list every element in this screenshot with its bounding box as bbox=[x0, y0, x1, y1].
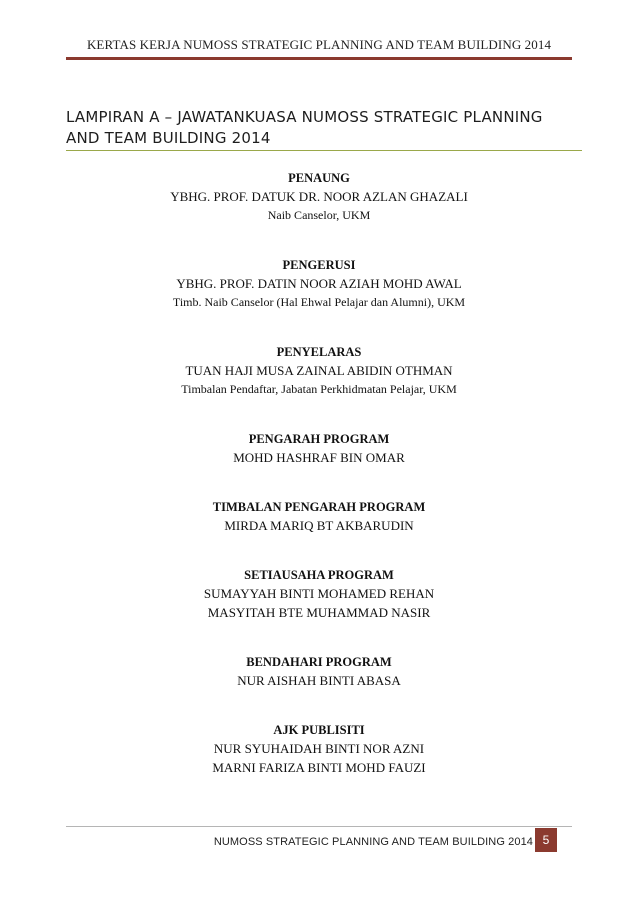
member-name: MOHD HASHRAF BIN OMAR bbox=[233, 450, 405, 465]
page-header: KERTAS KERJA NUMOSS STRATEGIC PLANNING AND TEAM BUILDING 2014 bbox=[86, 37, 552, 52]
group-timbalan-pengarah bbox=[66, 499, 572, 535]
group-title: BENDAHARI PROGRAM bbox=[246, 655, 392, 669]
member-name: MASYITAH BTE MUHAMMAD NASIR bbox=[207, 605, 431, 620]
group-title: SETIAUSAHA PROGRAM bbox=[244, 568, 394, 582]
member-name: YBHG. PROF. DATUK DR. NOOR AZLAN GHAZALI bbox=[170, 189, 468, 204]
footer-rule bbox=[66, 826, 572, 827]
group-publisiti bbox=[66, 722, 572, 777]
member-name: SUMAYYAH BINTI MOHAMED REHAN bbox=[203, 586, 435, 601]
member-name: YBHG. PROF. DATIN NOOR AZIAH MOHD AWAL bbox=[176, 276, 462, 291]
group-title: PENGARAH PROGRAM bbox=[248, 432, 390, 446]
member-name: MARNI FARIZA BINTI MOHD FAUZI bbox=[212, 760, 426, 775]
member-name: NUR SYUHAIDAH BINTI NOR AZNI bbox=[213, 741, 425, 756]
member-name: TUAN HAJI MUSA ZAINAL ABIDIN OTHMAN bbox=[185, 363, 453, 378]
group-title: PENYELARAS bbox=[276, 345, 362, 359]
group-bendahari bbox=[66, 654, 572, 690]
group-pengarah-program bbox=[66, 431, 572, 467]
group-penyelaras bbox=[66, 344, 572, 399]
group-title: AJK PUBLISITI bbox=[273, 723, 365, 737]
title-rule bbox=[66, 150, 582, 151]
section-title-line-2: AND TEAM BUILDING 2014 bbox=[66, 129, 271, 147]
group-title: PENGERUSI bbox=[282, 258, 356, 272]
section-title-line-1: LAMPIRAN A – JAWATANKUASA NUMOSS STRATEGIC PLANNING bbox=[66, 108, 543, 126]
group-title: PENAUNG bbox=[288, 171, 350, 185]
committee-list bbox=[66, 170, 572, 777]
group-penaung bbox=[66, 170, 572, 225]
group-setiausaha bbox=[66, 567, 572, 622]
member-name: NUR AISHAH BINTI ABASA bbox=[237, 673, 401, 688]
page-number: 5 bbox=[535, 828, 557, 852]
page-footer: NUMOSS STRATEGIC PLANNING AND TEAM BUILDING 2014 bbox=[213, 836, 533, 848]
member-position: Timb. Naib Canselor (Hal Ehwal Pelajar dan Alumni), UKM bbox=[172, 295, 466, 309]
section-title bbox=[66, 107, 576, 149]
member-position: Timbalan Pendaftar, Jabatan Perkhidmatan Pelajar, UKM bbox=[181, 382, 457, 396]
header-rule bbox=[66, 57, 572, 60]
member-position: Naib Canselor, UKM bbox=[267, 208, 371, 222]
group-pengerusi bbox=[66, 257, 572, 312]
group-title: TIMBALAN PENGARAH PROGRAM bbox=[212, 500, 426, 514]
member-name: MIRDA MARIQ BT AKBARUDIN bbox=[224, 518, 414, 533]
